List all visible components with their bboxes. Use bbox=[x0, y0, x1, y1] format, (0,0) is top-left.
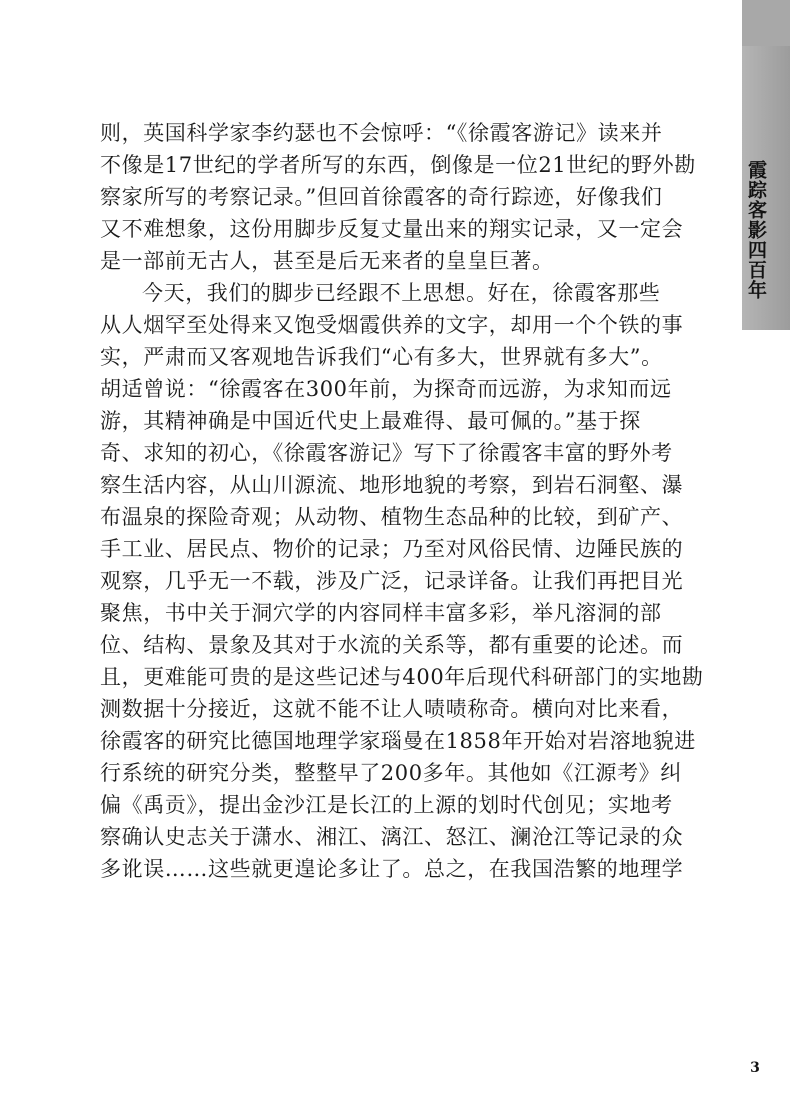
text-line: 手工业、居民点、物价的记录；乃至对风俗民情、边陲民族的 bbox=[100, 537, 684, 561]
page-number: 3 bbox=[750, 1060, 760, 1076]
text-line: 胡适曾说：“徐霞客在300年前，为探奇而远游，为求知而远 bbox=[100, 377, 672, 401]
text-line: 且，更难能可贵的是这些记述与400年后现代科研部门的实地勘 bbox=[100, 665, 704, 689]
text-line: 偏《禹贡》，提出金沙江是长江的上源的划时代创见；实地考 bbox=[100, 793, 673, 817]
text-line: 从人烟罕至处得来又饱受烟霞供养的文字，却用一个个铁的事 bbox=[100, 313, 684, 337]
text-line: 行系统的研究分类，整整早了200多年。其他如《江源考》纠 bbox=[100, 761, 682, 785]
text-line: 测数据十分接近，这就不能不让人啧啧称奇。横向对比来看， bbox=[100, 697, 684, 721]
running-title: 霞踪客影四百年 bbox=[745, 160, 767, 300]
text-line: 徐霞客的研究比德国地理学家瑙曼在1858年开始对岩溶地貌进 bbox=[100, 729, 696, 753]
text-line: 聚焦，书中关于洞穴学的内容同样丰富多彩，举凡溶洞的部 bbox=[100, 601, 662, 625]
text-line: 实，严肃而又客观地告诉我们“心有多大，世界就有多大”。 bbox=[100, 345, 663, 369]
text-line: 今天，我们的脚步已经跟不上思想。好在，徐霞客那些 bbox=[142, 281, 661, 305]
text-line: 奇、求知的初心，《徐霞客游记》写下了徐霞客丰富的野外考 bbox=[100, 441, 673, 465]
text-line: 布温泉的探险奇观；从动物、植物生态品种的比较，到矿产、 bbox=[100, 505, 684, 529]
text-line: 察确认史志关于潇水、湘江、漓江、怒江、澜沧江等记录的众 bbox=[100, 825, 684, 849]
text-line: 观察，几乎无一不载，涉及广泛，记录详备。让我们再把目光 bbox=[100, 569, 684, 593]
side-tab-top-strip bbox=[742, 0, 790, 46]
text-line: 是一部前无古人，甚至是后无来者的皇皇巨著。 bbox=[100, 249, 554, 273]
text-line: 不像是17世纪的学者所写的东西，倒像是一位21世纪的野外勘 bbox=[100, 153, 696, 177]
text-line: 察家所写的考察记录。”但回首徐霞客的奇行踪迹，好像我们 bbox=[100, 185, 663, 209]
body-text bbox=[100, 117, 704, 885]
text-line: 多讹误……这些就更遑论多让了。总之，在我国浩繁的地理学 bbox=[100, 857, 684, 881]
text-line: 游，其精神确是中国近代史上最难得、最可佩的。”基于探 bbox=[100, 409, 641, 433]
text-line: 则，英国科学家李约瑟也不会惊呼：“《徐霞客游记》读来并 bbox=[100, 121, 663, 145]
text-line: 位、结构、景象及其对于水流的关系等，都有重要的论述。而 bbox=[100, 633, 684, 657]
text-line: 察生活内容，从山川源流、地形地貌的考察，到岩石洞壑、瀑 bbox=[100, 473, 684, 497]
text-line: 又不难想象，这份用脚步反复丈量出来的翔实记录，又一定会 bbox=[100, 217, 684, 241]
